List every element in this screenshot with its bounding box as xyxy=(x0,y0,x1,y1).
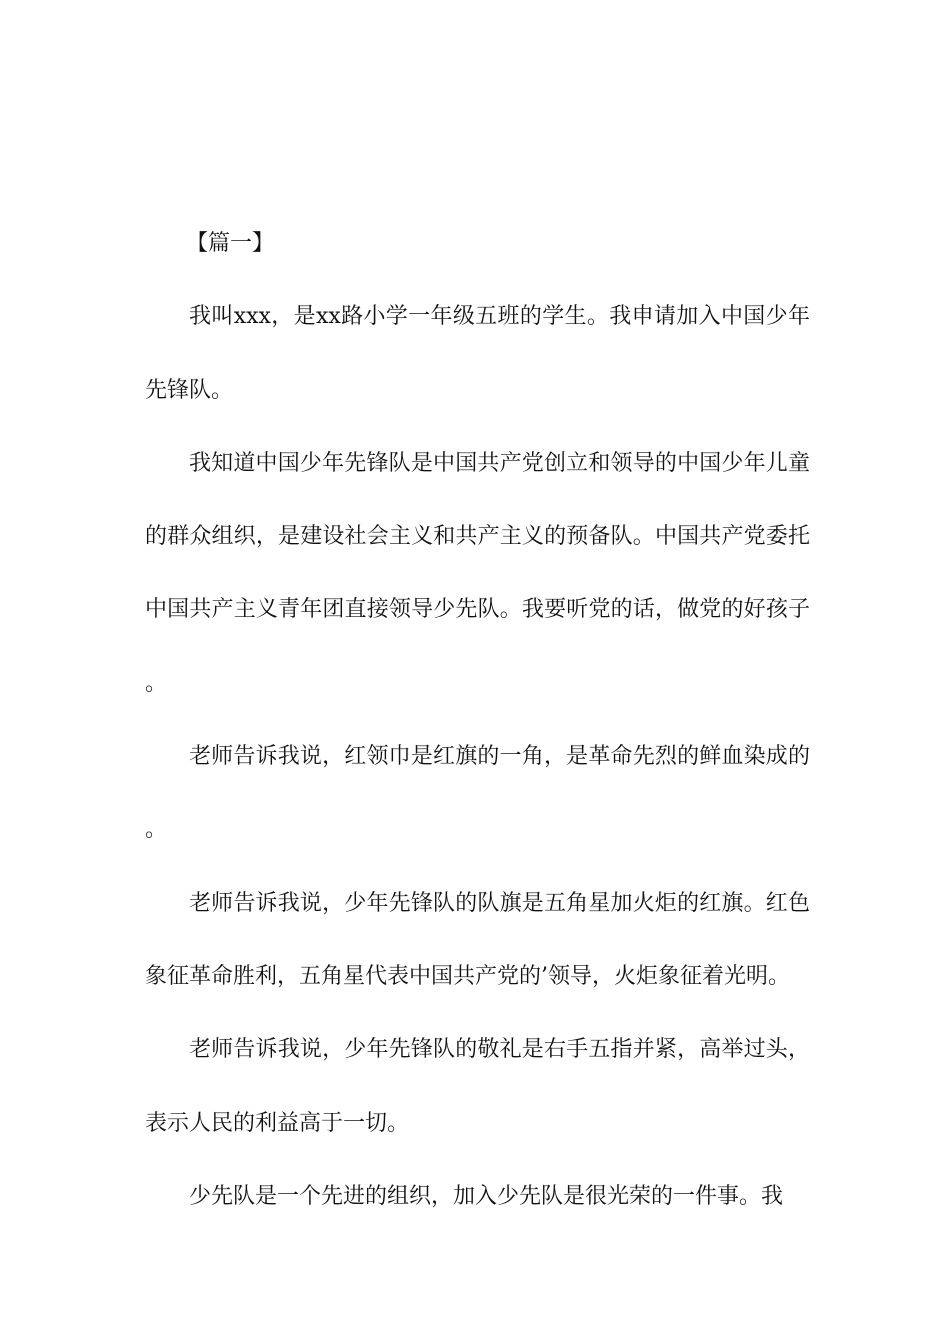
paragraph-1: 我叫xxx，是xx路小学一年级五班的学生。我申请加入中国少年先锋队。 xyxy=(145,304,810,403)
paragraph-2: 我知道中国少年先锋队是中国共产党创立和领导的中国少年儿童的群众组织，是建设社会主义和共产主义的预备队。中国共产党委托中国共产主义青年团直接领导少先队。我要听党的话，做党的好孩子。 xyxy=(145,450,810,696)
section-heading: 【篇一】 xyxy=(186,231,275,256)
paragraph-6: 少先队是一个先进的组织，加入少先队是很光荣的一件事。我 xyxy=(189,1183,784,1209)
paragraph-4: 老师告诉我说，少年先锋队的队旗是五角星加火炬的红旗。红色象征革命胜利，五角星代表中国共产党的’领导，火炬象征着光明。 xyxy=(145,890,810,989)
paragraph-5: 老师告诉我说，少年先锋队的敬礼是右手五指并紧，高举过头，表示人民的利益高于一切。 xyxy=(145,1037,810,1136)
document-body xyxy=(145,207,810,1233)
paragraph-3: 老师告诉我说，红领巾是红旗的一角，是革命先烈的鲜血染成的。 xyxy=(145,744,810,843)
